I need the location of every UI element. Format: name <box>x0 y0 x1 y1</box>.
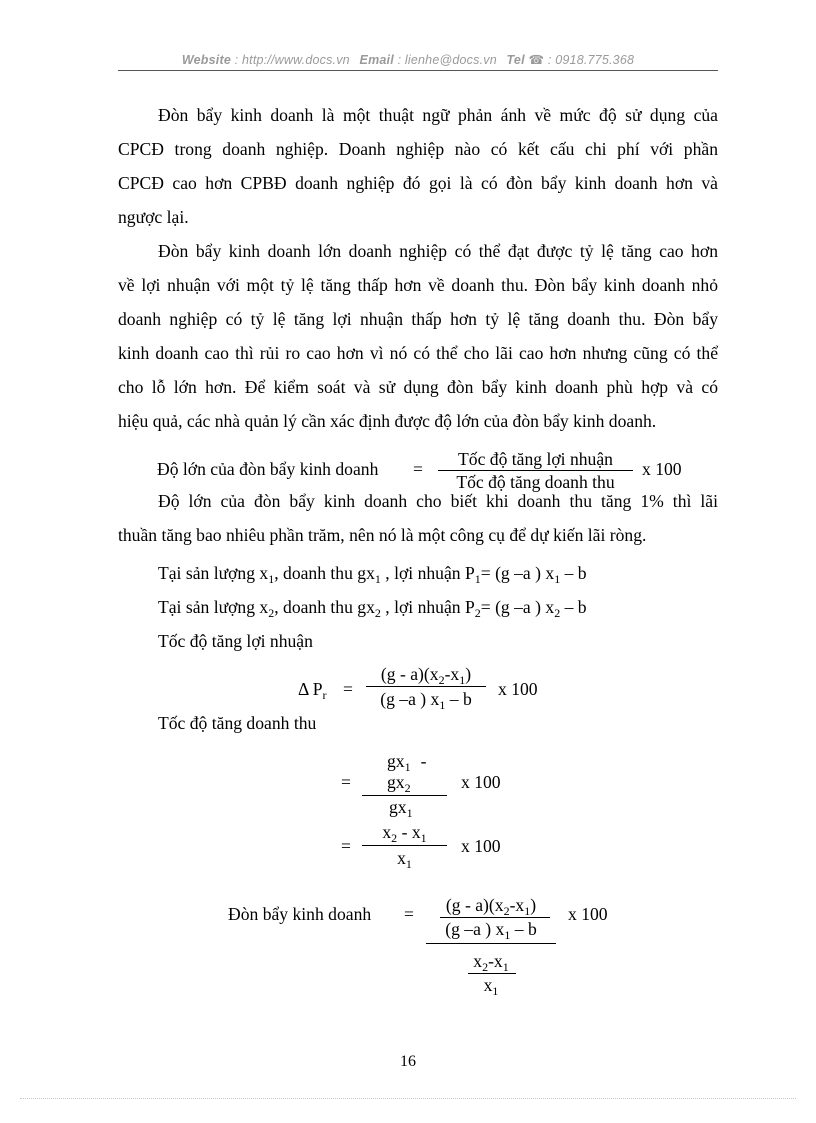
fraction-numerator-bottom: $gx_2$ <box>387 772 411 795</box>
main-fraction-bar <box>426 943 556 944</box>
paragraph-line: hiệu quả, các nhà quản lý cần xác định được độ lớn của đòn bẩy kinh doanh. <box>118 411 657 431</box>
formula-label: Độ lớn của đòn bẩy kinh doanh <box>157 459 379 479</box>
equals-sign: = <box>413 459 423 479</box>
email-label: Email <box>359 53 394 67</box>
times-100: x 100 <box>461 772 501 792</box>
fraction-bar <box>362 845 447 846</box>
paragraph-line: Độ lớn của đòn bẩy kinh doanh cho biết khi doanh thu tăng 1% thì lãi <box>158 491 718 511</box>
inner-denominator: (g –a ) $x_1$ – b <box>445 919 537 942</box>
fraction-numerator: $x_2 - x_1$ <box>382 822 427 845</box>
times-100: x 100 <box>568 904 608 924</box>
page-bottom-border <box>20 1098 796 1099</box>
email-value[interactable]: : lienhe@docs.vn <box>397 53 497 67</box>
fraction-denominator: $gx_1$ <box>389 797 413 820</box>
fraction-denominator: $x_1$ <box>397 848 412 871</box>
fraction-numerator: Tốc độ tăng lợi nhuận <box>458 449 613 469</box>
growth-profit-label: Tốc độ tăng lợi nhuận <box>158 631 313 651</box>
fraction-denominator: Tốc độ tăng doanh thu <box>456 472 615 492</box>
paragraph-line: doanh nghiệp có tỷ lệ tăng lợi nhuận thấp hơn tỷ lệ tăng doanh thu. Đòn bẩy <box>118 309 718 329</box>
header-divider <box>118 70 718 71</box>
lower-denominator: $x_1$ <box>483 975 499 998</box>
inner-numerator: $(g - a)(x_2-x_1)$ <box>445 895 537 918</box>
fraction-numerator: $(g - a)(x_2-x_1)$ <box>380 664 472 687</box>
lower-numerator: $x_2-x_1$ <box>473 951 509 974</box>
paragraph-line: kinh doanh cao thì rủi ro cao hơn vì nó có thể cho lãi cao hơn nhưng cũng có thể <box>118 343 718 363</box>
times-100: x 100 <box>642 459 682 479</box>
growth-revenue-label: Tốc độ tăng doanh thu <box>158 713 317 733</box>
equals-sign: = <box>404 904 414 924</box>
tel-value: : 0918.775.368 <box>547 53 635 67</box>
times-100: x 100 <box>461 836 501 856</box>
phone-icon: ☎ <box>528 53 545 67</box>
website-label: Website <box>181 53 231 67</box>
page-number: 16 <box>400 1053 416 1070</box>
fraction-numerator-top: $gx_1$ - <box>387 751 427 774</box>
fraction-denominator: (g –a ) $x_1$ – b <box>380 689 472 712</box>
website-url[interactable]: : http://www.docs.vn <box>234 53 350 67</box>
output-line-x2: Tại sản lượng $x_2$, doanh thu $gx_2$ , lợi nhuận $P_2= (g$ –a ) $x_2$ – b <box>158 597 587 620</box>
paragraph-line: CPCĐ trong doanh nghiệp. Doanh nghiệp nào có kết cấu chi phí với phần <box>118 139 718 159</box>
output-line-x1: Tại sản lượng $x_1$, doanh thu $gx_1$ , lợi nhuận $P_1= (g$ –a ) $x_1$ – b <box>158 563 587 586</box>
delta-p-symbol: Δ $P_r$ <box>298 679 327 702</box>
page-header <box>0 52 816 67</box>
paragraph-line: Đòn bẩy kinh doanh lớn doanh nghiệp có thể đạt được tỷ lệ tăng cao hơn <box>158 241 718 261</box>
tel-label: Tel <box>506 53 525 67</box>
equals-sign: = <box>343 679 353 699</box>
equals-sign: = <box>341 772 351 792</box>
equals-sign: = <box>341 836 351 856</box>
paragraph-line: ngược lại. <box>118 207 189 227</box>
paragraph-line: cho lỗ lớn hơn. Để kiểm soát và sử dụng đòn bẩy kinh doanh phù hợp và có <box>118 377 718 397</box>
fraction-bar <box>366 686 486 687</box>
paragraph-line: thuần tăng bao nhiêu phần trăm, nên nó là một công cụ để dự kiến lãi ròng. <box>118 525 647 545</box>
paragraph-line: về lợi nhuận với một tỷ lệ tăng thấp hơn về doanh thu. Đòn bẩy kinh doanh nhỏ <box>118 275 718 295</box>
paragraph-line: Đòn bẩy kinh doanh là một thuật ngữ phản ánh về mức độ sử dụng của <box>158 105 718 125</box>
formula-label: Đòn bẩy kinh doanh <box>228 904 372 924</box>
times-100: x 100 <box>498 679 538 699</box>
paragraph-line: CPCĐ cao hơn CPBĐ doanh nghiệp đó gọi là có đòn bẩy kinh doanh hơn và <box>118 173 718 193</box>
